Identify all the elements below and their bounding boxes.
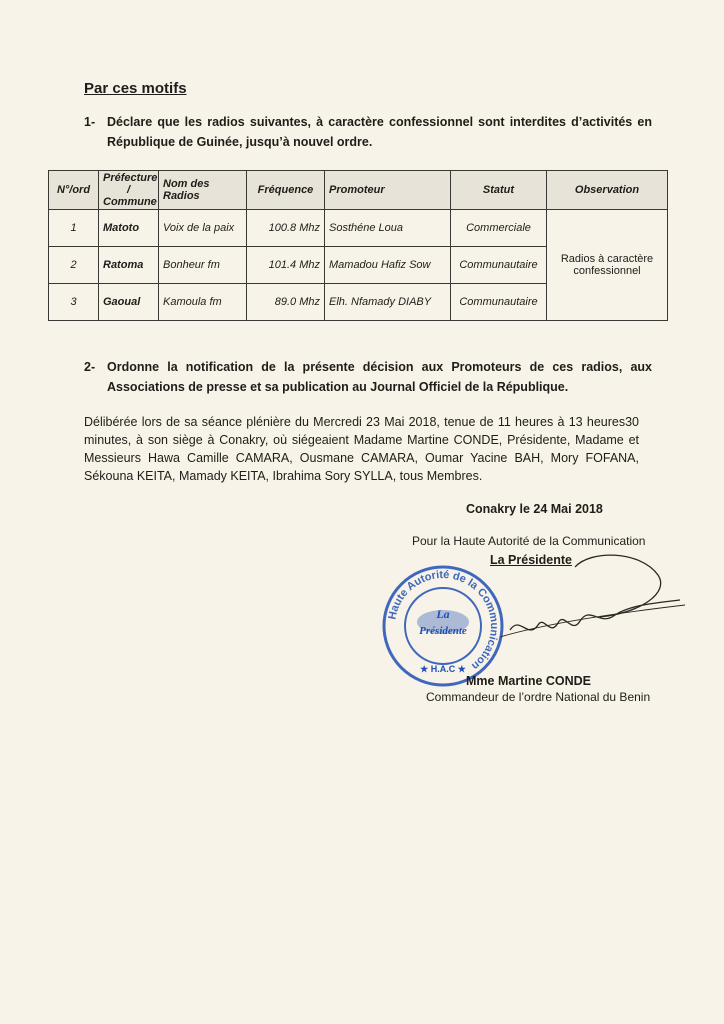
article-1-text: Déclare que les radios suivantes, à caractère confessionnel sont interdites d’activités en République de Guinée, jusqu’à nouvel ordre.: [107, 115, 652, 149]
signature-authority-line: Pour la Haute Autorité de la Communication: [412, 534, 646, 548]
header-prefecture-line2: / Commune: [103, 184, 157, 208]
header-promoter: Promoteur: [325, 171, 451, 210]
cell-radio: Kamoula fm: [159, 284, 247, 321]
section-heading: Par ces motifs: [84, 80, 187, 97]
article-2-text: Ordonne la notification de la présente décision aux Promoteurs de ces radios, aux Associations de presse et sa publication au Journal Officiel de la République.: [107, 360, 652, 394]
cell-prefecture: Gaoual: [99, 284, 159, 321]
stamp-center-top: La: [436, 607, 450, 621]
signatory-distinction: Commandeur de l’ordre National du Benin: [426, 690, 651, 704]
article-1: [84, 112, 654, 152]
cell-num: 1: [49, 210, 99, 247]
cell-status: Communautaire: [451, 247, 547, 284]
stamp-center-bottom: Présidente: [419, 625, 467, 637]
cell-radio: Voix de la paix: [159, 210, 247, 247]
cell-frequency: 101.4 Mhz: [247, 247, 325, 284]
stamp-bottom-text: ★ H.A.C ★: [420, 664, 466, 674]
cell-prefecture: Matoto: [99, 210, 159, 247]
article-2-number: 2-: [84, 360, 96, 374]
cell-promoter: Mamadou Hafiz Sow: [325, 247, 451, 284]
cell-observation: Radios à caractère confessionnel: [547, 210, 668, 321]
deliberation-paragraph: Délibérée lors de sa séance plénière du Mercredi 23 Mai 2018, tenue de 11 heures à 13 heures30 minutes, à son siège à Conakry, où siégeaient Madame Martine CONDE, Présidente, Madame et Messieurs Hawa Camille CAMARA, Ousmane CAMARA, Oumar Yacine BAH, Mory FOFANA, Sékouna KEITA, Mamady KEITA, Ibrahima Sory SYLLA, tous Membres.: [84, 415, 639, 483]
header-num: N°/ord: [49, 171, 99, 210]
handwritten-signature: [480, 545, 690, 660]
header-prefecture-line1: Préfecture: [103, 172, 158, 184]
header-observation: Observation: [547, 171, 668, 210]
article-1-number: 1-: [84, 115, 96, 129]
header-radio: [159, 171, 247, 210]
date-line: Conakry le 24 Mai 2018: [466, 502, 603, 516]
table-header-row: [49, 171, 668, 210]
cell-prefecture: Ratoma: [99, 247, 159, 284]
signatory-name: Mme Martine CONDE: [466, 674, 592, 688]
header-frequency: Fréquence: [247, 171, 325, 210]
cell-radio: Bonheur fm: [159, 247, 247, 284]
article-2: [84, 357, 654, 397]
cell-frequency: 100.8 Mhz: [247, 210, 325, 247]
radios-table: [48, 170, 668, 321]
header-radio-line2: Radios: [163, 190, 200, 202]
header-prefecture: [99, 171, 159, 210]
cell-status: Communautaire: [451, 284, 547, 321]
header-radio-line1: Nom des: [163, 178, 210, 190]
table-row: [49, 210, 668, 247]
cell-num: 2: [49, 247, 99, 284]
cell-num: 3: [49, 284, 99, 321]
cell-status: Commerciale: [451, 210, 547, 247]
cell-promoter: Elh. Nfamady DIABY: [325, 284, 451, 321]
stamp-ring-text: Haute Autorité de la Communication: [386, 568, 501, 673]
cell-promoter: Sosthéne Loua: [325, 210, 451, 247]
cell-frequency: 89.0 Mhz: [247, 284, 325, 321]
signature-role: La Présidente: [490, 553, 572, 567]
header-status: Statut: [451, 171, 547, 210]
